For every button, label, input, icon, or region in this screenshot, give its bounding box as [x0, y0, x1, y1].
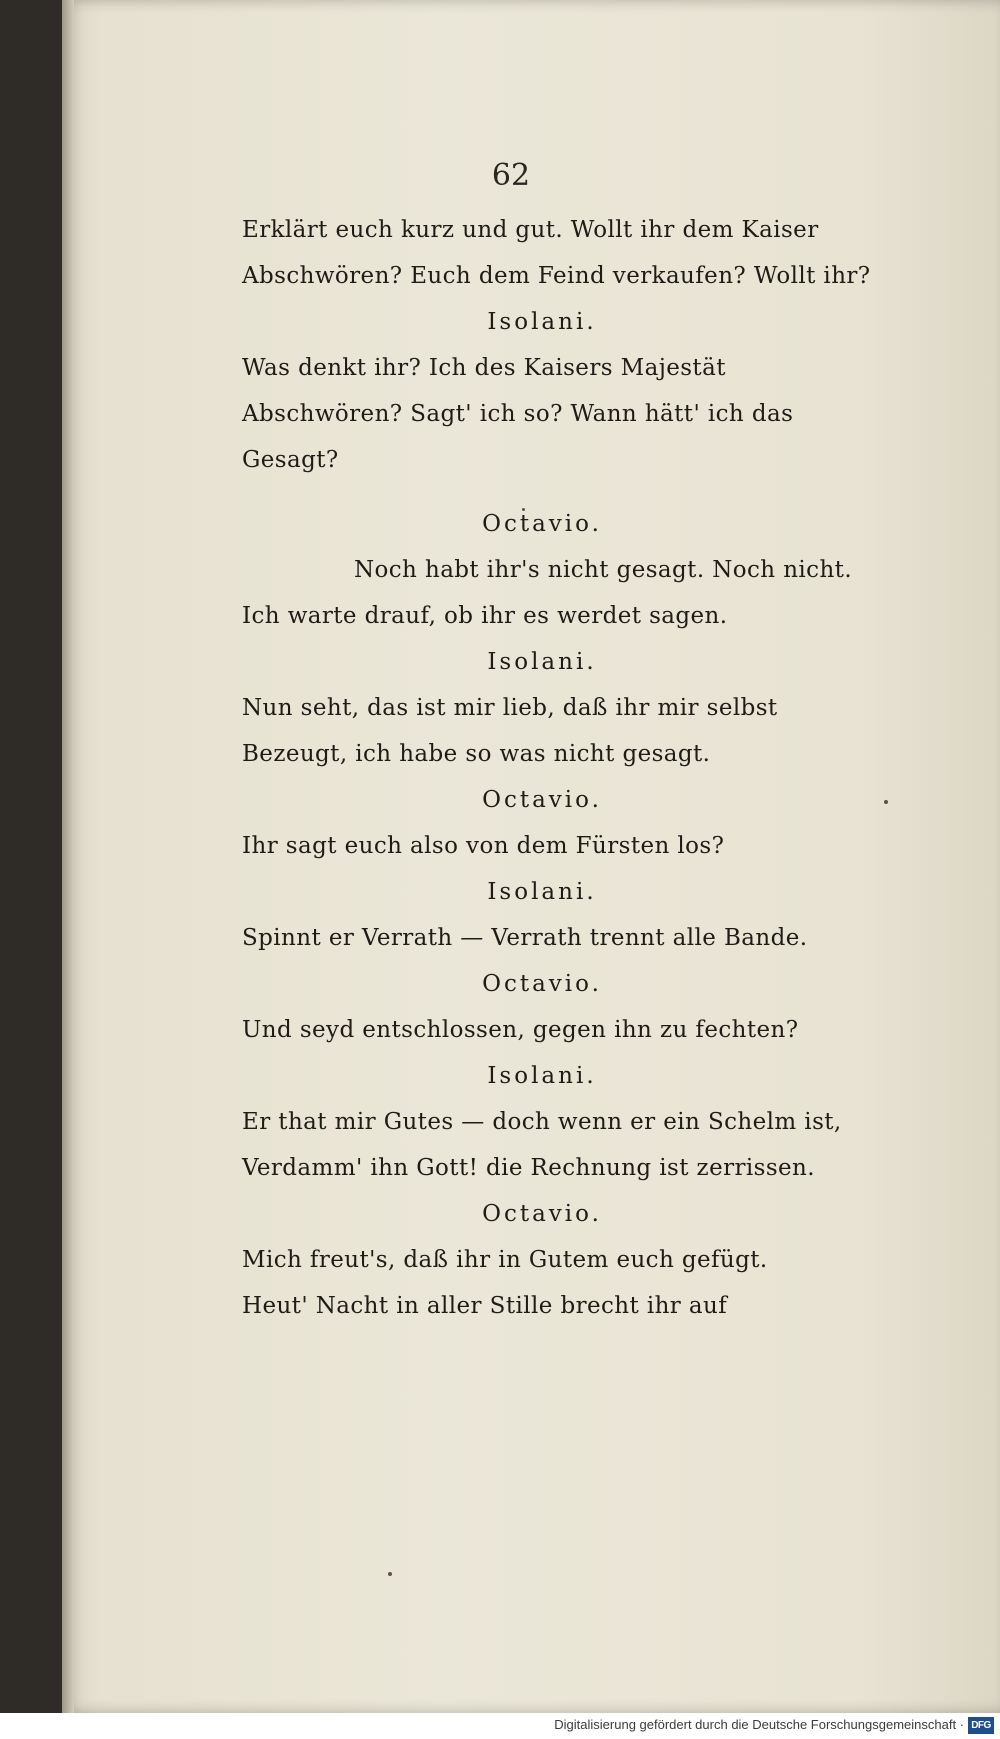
verse-line: Spinnt er Verrath — Verrath trennt alle Bande. [242, 925, 808, 951]
speaker-name: Isolani. [487, 309, 597, 335]
verse-line: Heut' Nacht in aller Stille brecht ihr auf [242, 1293, 728, 1319]
dfg-logo: DFG [968, 1717, 994, 1734]
paper-speck [388, 1572, 392, 1576]
page-number: 62 [491, 158, 531, 193]
verse-line: Abschwören? Euch dem Feind verkaufen? Wollt ihr? [242, 263, 871, 289]
verse-line: Noch habt ihr's nicht gesagt. Noch nicht. [354, 557, 853, 583]
book-page [62, 0, 1000, 1713]
footer-bar [0, 1713, 1000, 1739]
page-text [242, 212, 922, 1334]
speaker-name: Isolani. [487, 649, 597, 675]
verse-line: Ich warte drauf, ob ihr es werdet sagen. [242, 603, 728, 629]
speaker-name: Octavio. [482, 971, 602, 997]
verse-line: Bezeugt, ich habe so was nicht gesagt. [242, 741, 711, 767]
paper-speck [884, 800, 888, 804]
verse-line: Und seyd entschlossen, gegen ihn zu fechten? [242, 1017, 799, 1043]
verse-line: Ihr sagt euch also von dem Fürsten los? [242, 833, 725, 859]
verse-line: Abschwören? Sagt' ich so? Wann hätt' ich das [242, 401, 794, 427]
paper-speck [522, 508, 525, 511]
speaker-name: Octavio. [482, 1201, 602, 1227]
speaker-name: Isolani. [487, 1063, 597, 1089]
footer-credit: Digitalisierung gefördert durch die Deutsche Forschungsgemeinschaft · [554, 1717, 964, 1732]
speaker-name: Octavio. [482, 511, 602, 537]
binding-edge [62, 0, 74, 1713]
verse-line: Nun seht, das ist mir lieb, daß ihr mir selbst [242, 695, 778, 721]
verse-line: Was denkt ihr? Ich des Kaisers Majestät [242, 355, 726, 381]
speaker-name: Octavio. [482, 787, 602, 813]
verse-line: Gesagt? [242, 447, 339, 473]
spacer [242, 488, 922, 506]
verse-line: Er that mir Gutes — doch wenn er ein Schelm ist, [242, 1109, 842, 1135]
verse-line: Mich freut's, daß ihr in Gutem euch gefügt. [242, 1247, 768, 1273]
verse-line: Erklärt euch kurz und gut. Wollt ihr dem Kaiser [242, 217, 819, 243]
speaker-name: Isolani. [487, 879, 597, 905]
verse-line: Verdamm' ihn Gott! die Rechnung ist zerrissen. [242, 1155, 815, 1181]
